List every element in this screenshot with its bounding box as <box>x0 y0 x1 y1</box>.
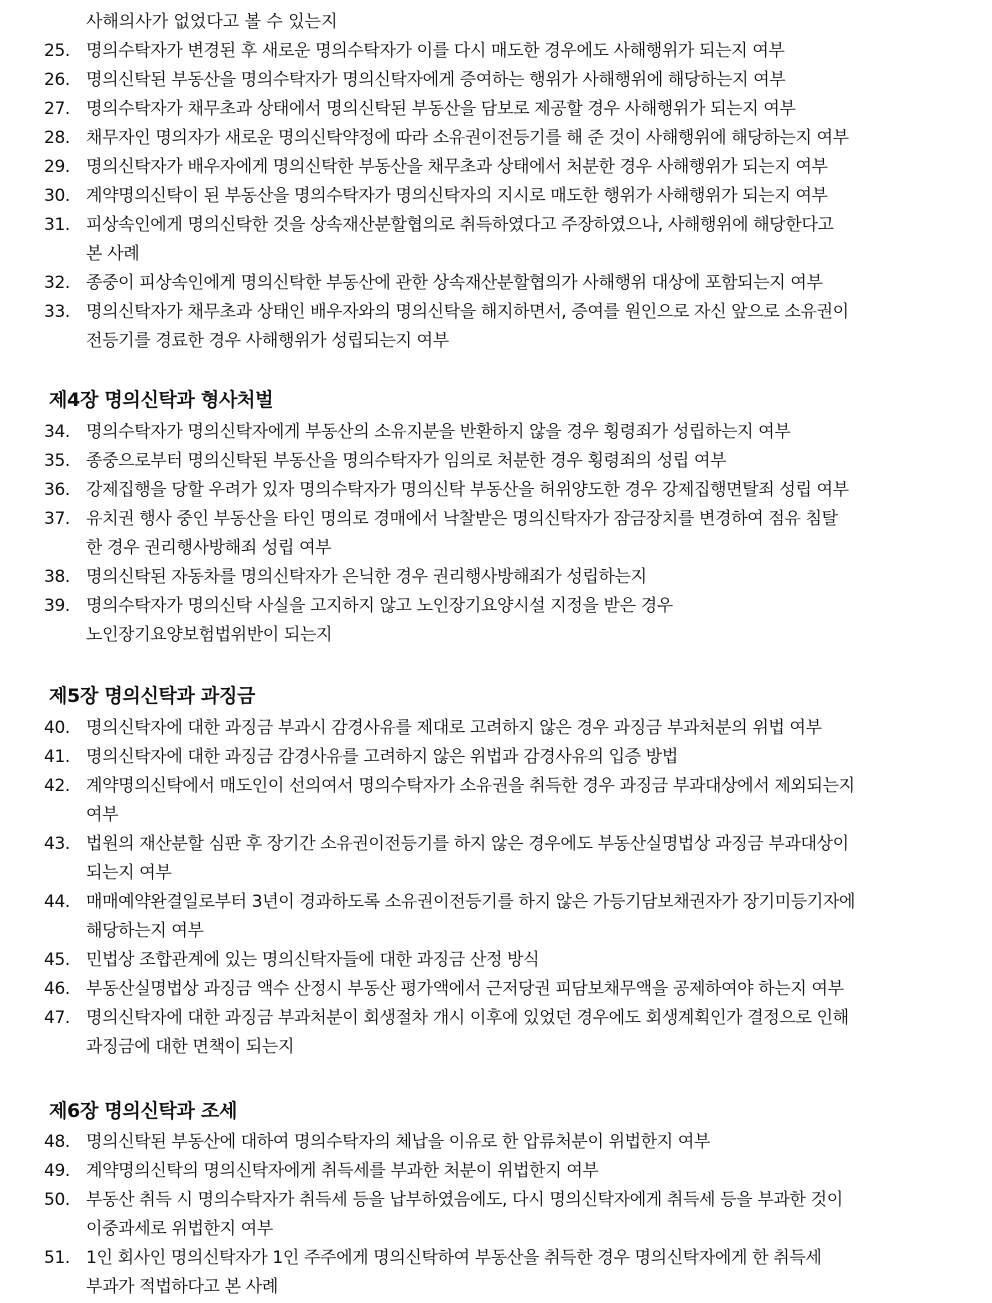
list-item <box>0 772 956 830</box>
item-text: 1인 회사인 명의신탁자가 1인 주주에게 명의신탁하여 부동산을 취득한 경우 명의신탁자에게 한 취득세 부과가 적법하다고 본 사례 <box>86 1248 822 1297</box>
item-text: 유치권 행사 중인 부동산을 타인 명의로 경매에서 낙찰받은 명의신탁자가 잠금장치를 변경하여 점유 침탈 한 경우 권리행사방해죄 성립 여부 <box>86 509 838 558</box>
item-number: 30. <box>44 186 70 206</box>
item-number: 50. <box>44 1190 70 1210</box>
item-number: 33. <box>44 302 70 322</box>
item-text: 명의신탁자가 채무초과 상태인 배우자와의 명의신탁을 해지하면서, 증여를 원인으로 자신 앞으로 소유권이 전등기를 경료한 경우 사해행위가 성립되는지 여부 <box>86 302 849 351</box>
item-text: 강제집행을 당할 우려가 있자 명의수탁자가 명의신탁 부동산을 허위양도한 경우 강제집행면탈죄 성립 여부 <box>86 480 849 500</box>
item-text: 종중이 피상속인에게 명의신탁한 부동산에 관한 상속재산분할협의가 사해행위 대상에 포함되는지 여부 <box>86 273 823 293</box>
item-number: 37. <box>44 509 70 529</box>
item-number: 48. <box>44 1132 70 1152</box>
item-number: 29. <box>44 157 70 177</box>
item-text: 부동산실명법상 과징금 액수 산정시 부동산 평가액에서 근저당권 피담보채무액을 공제하여야 하는지 여부 <box>86 979 844 999</box>
item-text: 부동산 취득 시 명의수탁자가 취득세 등을 납부하였음에도, 다시 명의신탁자에게 취득세 등을 부과한 것이 이중과세로 위법한지 여부 <box>86 1190 843 1239</box>
item-text: 명의신탁자에 대한 과징금 감경사유를 고려하지 않은 위법과 감경사유의 입증 방법 <box>86 747 678 767</box>
item-number: 32. <box>44 273 70 293</box>
item-number: 41. <box>44 747 70 767</box>
list-item <box>0 714 956 743</box>
list-item <box>0 182 956 211</box>
item-text: 명의수탁자가 변경된 후 새로운 명의수탁자가 이를 다시 매도한 경우에도 사해행위가 되는지 여부 <box>86 41 785 61</box>
list-item <box>0 476 956 505</box>
item-text: 매매예약완결일로부터 3년이 경과하도록 소유권이전등기를 하지 않은 가등기담보채권자가 장기미등기자에 해당하는지 여부 <box>86 892 856 941</box>
list-item <box>0 1004 956 1062</box>
list-item <box>0 830 956 888</box>
item-text: 명의신탁자에 대한 과징금 부과처분이 회생절차 개시 이후에 있었던 경우에도 회생계획인가 결정으로 인해 과징금에 대한 면책이 되는지 <box>86 1008 849 1057</box>
item-number: 35. <box>44 451 70 471</box>
list-item <box>0 743 956 772</box>
continuation-line: 사해의사가 없었다고 볼 수 있는지 <box>86 12 338 32</box>
item-number: 34. <box>44 422 70 442</box>
item-number: 38. <box>44 567 70 587</box>
chapter-4-items <box>0 418 992 650</box>
item-number: 43. <box>44 834 70 854</box>
list-item <box>0 592 956 650</box>
list-item <box>0 888 956 946</box>
item-number: 49. <box>44 1161 70 1181</box>
item-text: 계약명의신탁이 된 부동산을 명의수탁자가 명의신탁자의 지시로 매도한 행위가 사해행위가 되는지 여부 <box>86 186 828 206</box>
item-number: 45. <box>44 950 70 970</box>
item-text: 계약명의신탁에서 매도인이 선의여서 명의수탁자가 소유권을 취득한 경우 과징금 부과대상에서 제외되는지 여부 <box>86 776 855 825</box>
item-text: 명의신탁자에 대한 과징금 부과시 감경사유를 제대로 고려하지 않은 경우 과징금 부과처분의 위법 여부 <box>86 718 822 738</box>
item-number: 36. <box>44 480 70 500</box>
item-number: 31. <box>44 215 70 235</box>
item-number: 42. <box>44 776 70 796</box>
item-number: 51. <box>44 1248 70 1268</box>
chapter-heading: 제6장 명의신탁과 조세 <box>49 1100 238 1122</box>
item-number: 39. <box>44 596 70 616</box>
list-item <box>0 66 956 95</box>
chapter-heading: 제5장 명의신탁과 과징금 <box>49 685 256 707</box>
item-text: 명의수탁자가 명의신탁 사실을 고지하지 않고 노인장기요양시설 지정을 받은 경우 노인장기요양보험법위반이 되는지 <box>86 596 673 645</box>
item-text: 피상속인에게 명의신탁한 것을 상속재산분할협의로 취득하였다고 주장하였으나, 사해행위에 해당한다고 본 사례 <box>86 215 834 264</box>
list-item <box>0 153 956 182</box>
item-number: 26. <box>44 70 70 90</box>
list-item <box>0 505 956 563</box>
item-text: 명의신탁된 부동산을 명의수탁자가 명의신탁자에게 증여하는 행위가 사해행위에 해당하는지 여부 <box>86 70 786 90</box>
item-text: 계약명의신탁의 명의신탁자에게 취득세를 부과한 처분이 위법한지 여부 <box>86 1161 599 1181</box>
item-text: 명의수탁자가 채무초과 상태에서 명의신탁된 부동산을 담보로 제공할 경우 사해행위가 되는지 여부 <box>86 99 796 119</box>
list-item <box>0 1157 956 1186</box>
list-item <box>0 975 956 1004</box>
list-item <box>0 447 956 476</box>
chapter-heading: 제4장 명의신탁과 형사처벌 <box>49 389 274 411</box>
item-number: 28. <box>44 128 70 148</box>
item-text: 명의수탁자가 명의신탁자에게 부동산의 소유지분을 반환하지 않을 경우 횡령죄가 성립하는지 여부 <box>86 422 791 442</box>
chapter-6-items <box>0 1128 992 1302</box>
list-item <box>0 563 956 592</box>
item-number: 47. <box>44 1008 70 1028</box>
item-text: 채무자인 명의자가 새로운 명의신탁약정에 따라 소유권이전등기를 해 준 것이 사해행위에 해당하는지 여부 <box>86 128 849 148</box>
item-number: 44. <box>44 892 70 912</box>
list-item <box>0 1186 956 1244</box>
item-number: 27. <box>44 99 70 119</box>
item-text: 명의신탁된 자동차를 명의신탁자가 은닉한 경우 권리행사방해죄가 성립하는지 <box>86 567 647 587</box>
item-text: 법원의 재산분할 심판 후 장기간 소유권이전등기를 하지 않은 경우에도 부동산실명법상 과징금 부과대상이 되는지 여부 <box>86 834 849 883</box>
chapter-5-items <box>0 714 992 1062</box>
item-number: 25. <box>44 41 70 61</box>
item-text: 명의신탁된 부동산에 대하여 명의수탁자의 체납을 이유로 한 압류처분이 위법한지 여부 <box>86 1132 711 1152</box>
list-item <box>0 269 956 298</box>
item-text: 종중으로부터 명의신탁된 부동산을 명의수탁자가 임의로 처분한 경우 횡령죄의 성립 여부 <box>86 451 727 471</box>
list-item <box>0 418 956 447</box>
list-item <box>0 124 956 153</box>
list-item <box>0 95 956 124</box>
list-item <box>0 211 956 269</box>
list-item <box>0 1244 956 1302</box>
list-item <box>0 37 956 66</box>
list-item <box>0 1128 956 1157</box>
list-item <box>0 298 956 356</box>
item-number: 46. <box>44 979 70 999</box>
list-item <box>0 946 956 975</box>
item-list-part3-end <box>0 37 992 356</box>
item-text: 민법상 조합관계에 있는 명의신탁자들에 대한 과징금 산정 방식 <box>86 950 540 970</box>
item-text: 명의신탁자가 배우자에게 명의신탁한 부동산을 채무초과 상태에서 처분한 경우 사해행위가 되는지 여부 <box>86 157 828 177</box>
item-number: 40. <box>44 718 70 738</box>
